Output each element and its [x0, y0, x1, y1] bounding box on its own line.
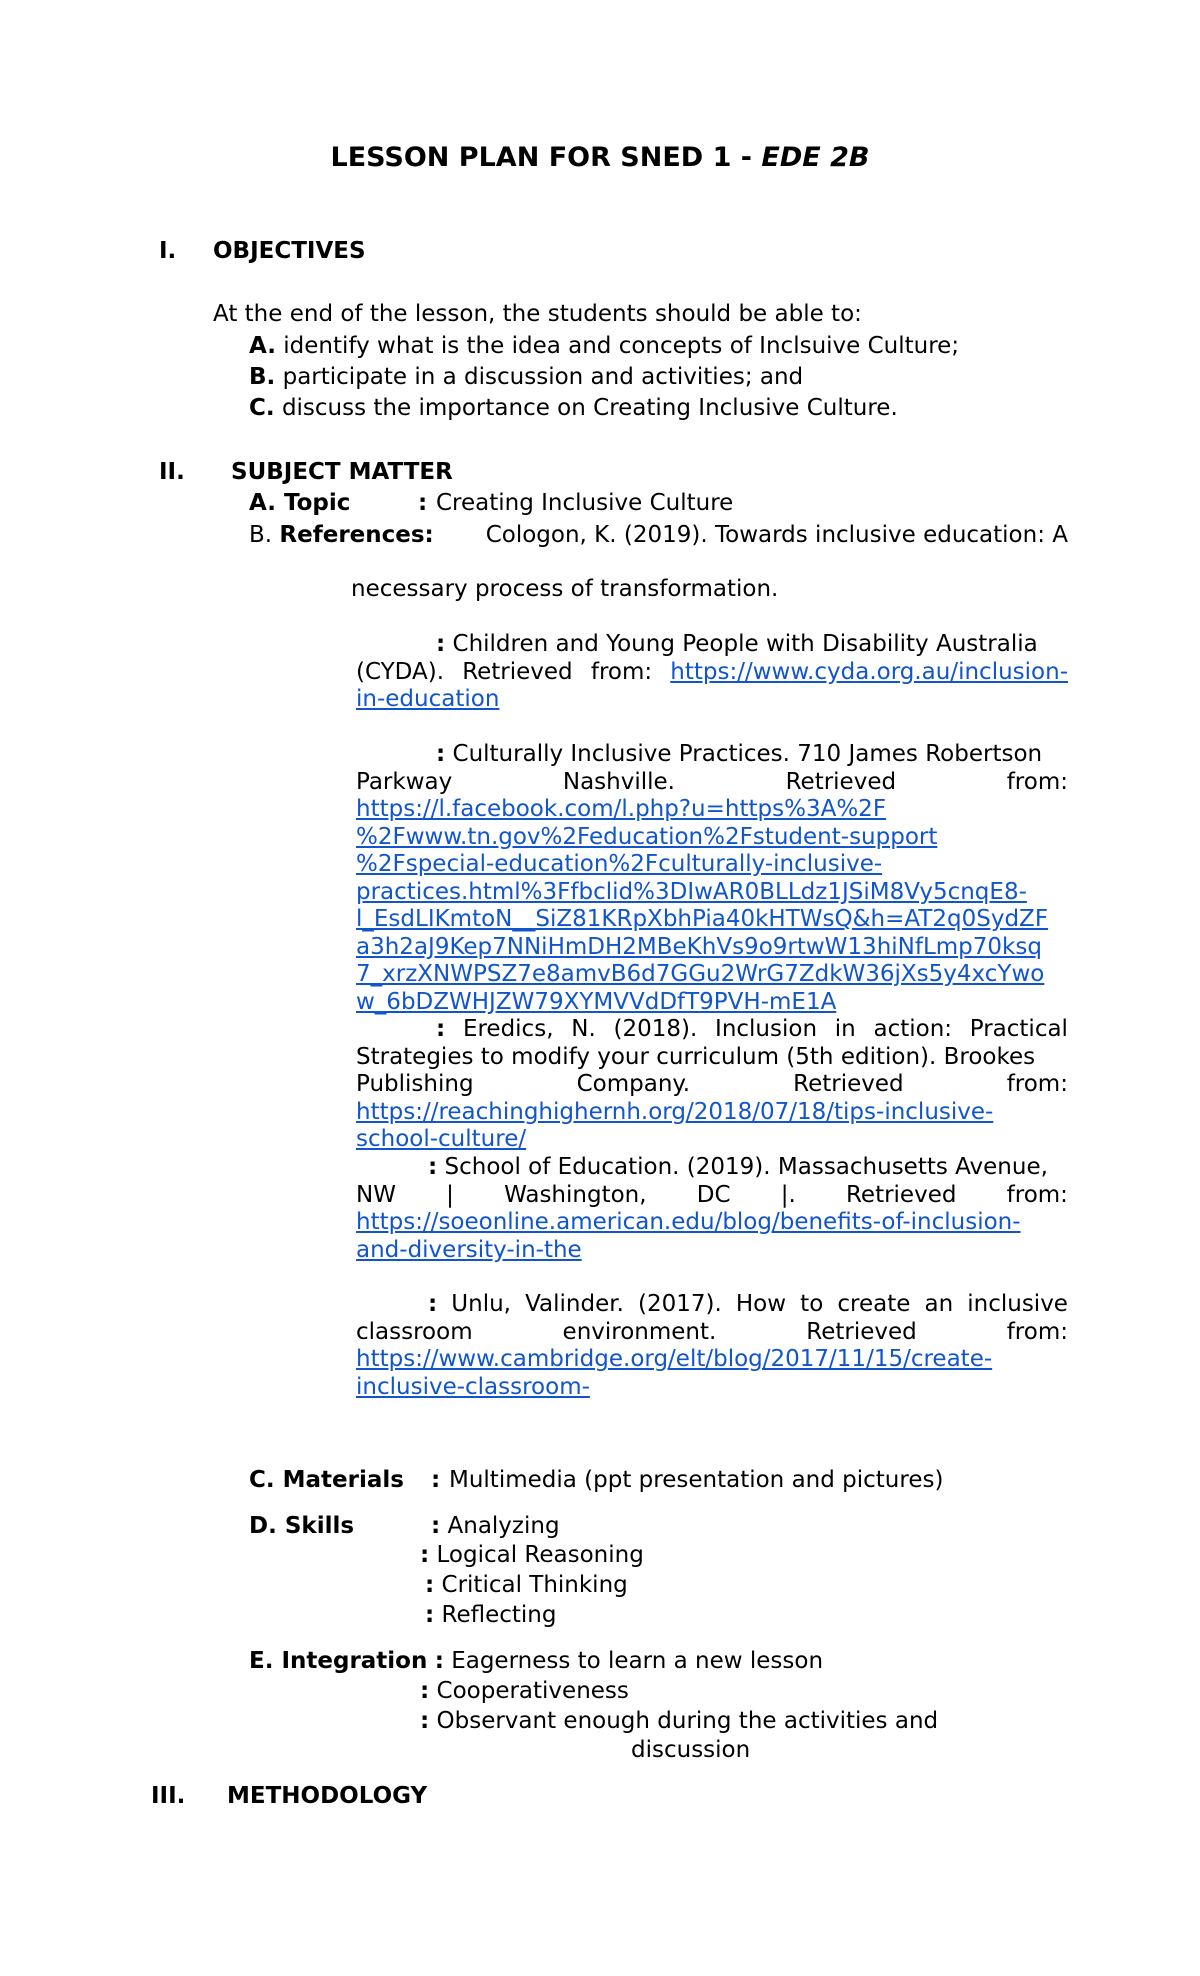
ref4-line: Publishing Company. Retrieved from:: [356, 1071, 1068, 1097]
ref4-link-line: [356, 1126, 1068, 1154]
reference-2: [356, 631, 1068, 714]
skill-item: : Reflecting: [425, 1602, 557, 1628]
reference-6: [356, 1291, 1068, 1401]
ref2-line: [356, 686, 1068, 714]
reference-1-cont: necessary process of transformation.: [351, 576, 779, 602]
reference-4: [356, 1016, 1068, 1154]
reference-5: [356, 1154, 1068, 1264]
ref6-link[interactable]: inclusive-classroom-: [356, 1373, 590, 1400]
ref2-line: : Children and Young People with Disability Australia: [436, 631, 1038, 657]
ref3-link-line: [356, 879, 1068, 907]
topic-colon: :: [418, 490, 428, 516]
skill-item: : Critical Thinking: [425, 1572, 628, 1598]
materials-label: C. Materials: [249, 1467, 404, 1493]
ref6-link-line: [356, 1374, 1068, 1402]
subject-matter-heading: SUBJECT MATTER: [231, 459, 453, 485]
ref5-link[interactable]: and-diversity-in-the: [356, 1236, 582, 1263]
methodology-heading: METHODOLOGY: [227, 1783, 428, 1809]
objectives-intro: At the end of the lesson, the students should be able to:: [213, 301, 862, 327]
ref3-link[interactable]: https://l.facebook.com/l.php?u=https%3A%2F: [356, 796, 887, 822]
ref6-link[interactable]: https://www.cambridge.org/elt/blog/2017/11/15/create-: [356, 1346, 993, 1372]
integration-item-cont: discussion: [631, 1737, 751, 1763]
objective-item: B. participate in a discussion and activities; and: [249, 364, 804, 390]
ref6-line: classroom environment. Retrieved from:: [356, 1318, 1068, 1345]
topic-label: A. Topic: [249, 490, 351, 516]
objective-item: A. identify what is the idea and concepts of Inclsuive Culture;: [249, 333, 960, 359]
title-main: LESSON PLAN FOR SNED 1 -: [330, 142, 762, 173]
objective-item: C. discuss the importance on Creating Inclusive Culture.: [249, 395, 898, 421]
title-italic: EDE 2B: [761, 142, 870, 173]
objectives-numeral: I.: [159, 238, 177, 264]
ref3-link[interactable]: l_EsdLIKmtoN__SiZ81KRpXbhPia40kHTWsQ&h=AT2q0SydZF: [356, 906, 1049, 932]
materials-value: Multimedia (ppt presentation and pictures): [449, 1467, 944, 1493]
ref3-link[interactable]: %2Fwww.tn.gov%2Feducation%2Fstudent-support: [356, 823, 938, 850]
objectives-heading: OBJECTIVES: [213, 238, 366, 264]
ref5-link[interactable]: https://soeonline.american.edu/blog/benefits-of-inclusion-: [356, 1209, 1021, 1235]
ref3-link[interactable]: a3h2aJ9Kep7NNiHmDH2MBeKhVs9o9rtwW13hiNfLmp70ksq: [356, 933, 1042, 960]
ref6-line: : Unlu, Valinder. (2017). How to create an inclusive: [428, 1291, 1068, 1317]
ref3-link[interactable]: 7_xrzXNWPSZ7e8amvB6d7GGu2WrG7ZdkW36jXs5y4xcYwo: [356, 961, 1045, 987]
ref2-link-cont[interactable]: in-education: [356, 686, 500, 712]
reference-1-line: Cologon, K. (2019). Towards inclusive education: A: [485, 522, 1068, 548]
ref2-line: (CYDA). Retrieved from: https://www.cyda.org.au/inclusion-: [356, 658, 1068, 685]
ref4-link-line: [356, 1099, 1068, 1127]
ref4-link[interactable]: school-culture/: [356, 1126, 527, 1152]
ref4-line: Strategies to modify your curriculum (5th edition). Brookes: [356, 1043, 1036, 1070]
ref3-link-line: [356, 961, 1068, 989]
ref5-link-line: [356, 1209, 1068, 1237]
skill-item: : Analyzing: [431, 1513, 560, 1539]
ref5-link-line: [356, 1237, 1068, 1265]
page-title: [0, 142, 1200, 174]
ref3-link-line: [356, 934, 1068, 962]
skill-item: : Logical Reasoning: [420, 1542, 644, 1568]
ref4-line: : Eredics, N. (2018). Inclusion in action: Practical: [436, 1016, 1068, 1042]
ref3-link[interactable]: %2Fspecial-education%2Fculturally-inclusive-: [356, 851, 883, 877]
ref6-link-line: [356, 1346, 1068, 1374]
ref3-link-line: [356, 906, 1068, 934]
subject-matter-numeral: II.: [159, 459, 185, 485]
materials-colon: :: [431, 1467, 441, 1493]
ref3-link-line: [356, 824, 1068, 852]
ref3-line: Parkway Nashville. Retrieved from:: [356, 768, 1068, 795]
skills-label: D. Skills: [249, 1513, 355, 1539]
topic-value: Creating Inclusive Culture: [436, 490, 734, 516]
ref3-link[interactable]: practices.html%3Ffbclid%3DIwAR0BLLdz1JSiM8Vy5cnqE8-: [356, 878, 1027, 905]
ref5-line: : School of Education. (2019). Massachusetts Avenue,: [428, 1154, 1048, 1180]
ref3-link[interactable]: w_6bDZWHJZW79XYMVVdDfT9PVH-mE1A: [356, 988, 837, 1015]
ref3-link-line: [356, 851, 1068, 879]
reference-3: [356, 741, 1068, 1016]
integration-item: : Observant enough during the activities and: [420, 1708, 939, 1734]
ref2-link[interactable]: https://www.cyda.org.au/inclusion-: [670, 658, 1068, 685]
ref3-line: : Culturally Inclusive Practices. 710 James Robertson: [436, 741, 1043, 767]
references-label: B. References:: [249, 522, 434, 548]
integration-label: E. Integration : Eagerness to learn a new lesson: [249, 1648, 824, 1674]
integration-item: : Cooperativeness: [420, 1678, 629, 1704]
ref3-link-line: [356, 796, 1068, 824]
ref5-line: NW | Washington, DC |. Retrieved from:: [356, 1181, 1068, 1208]
methodology-numeral: III.: [151, 1783, 186, 1809]
ref4-link[interactable]: https://reachinghighernh.org/2018/07/18/tips-inclusive-: [356, 1098, 994, 1125]
ref3-link-line: [356, 989, 1068, 1017]
